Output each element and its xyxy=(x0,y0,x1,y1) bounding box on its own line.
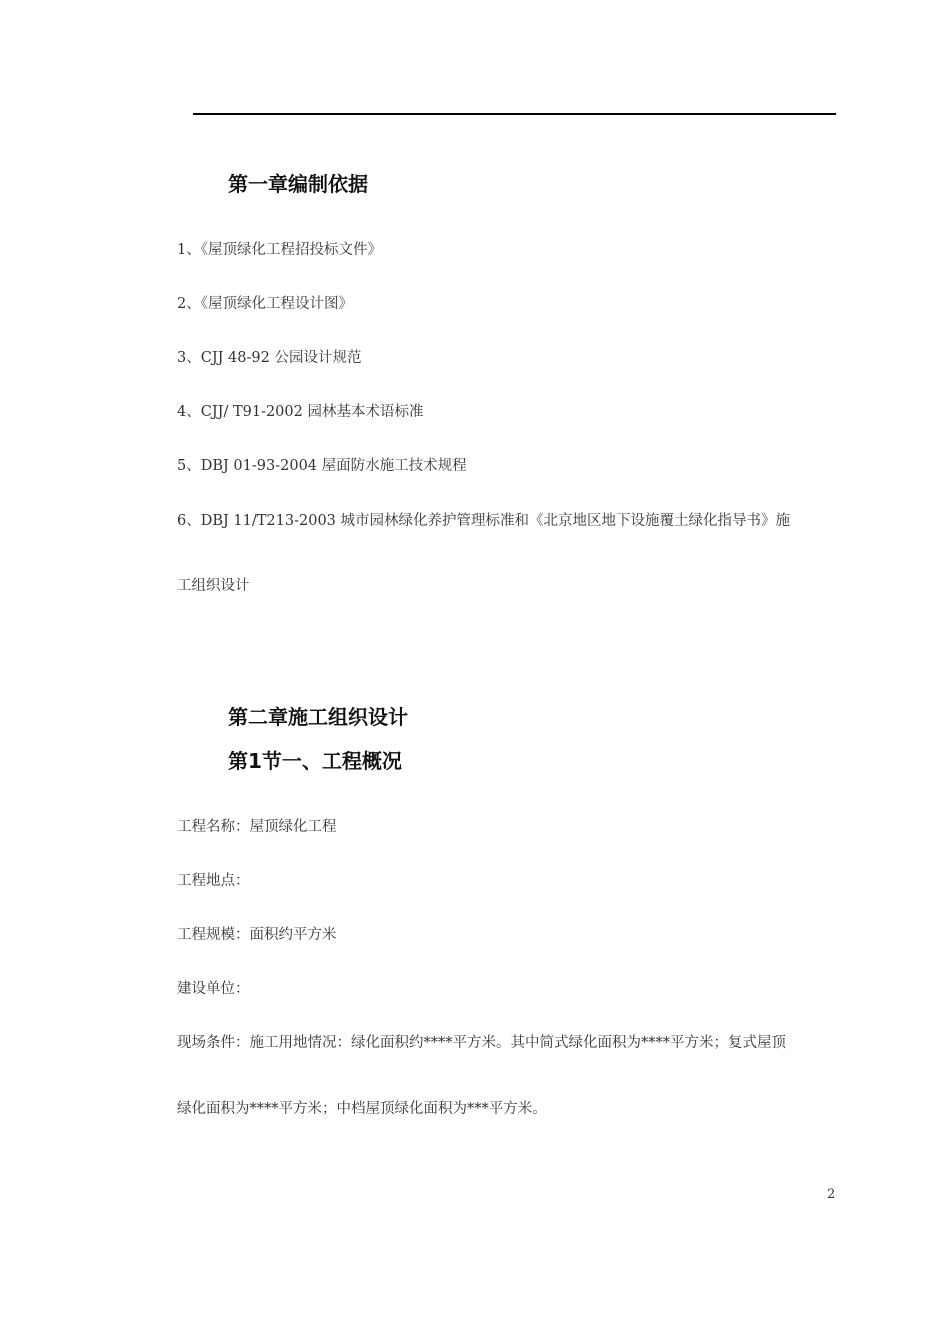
project-scale-field: 工程规模：面积约平方米 xyxy=(177,927,337,943)
page-number: 2 xyxy=(827,1187,836,1202)
reference-item-6-continuation: 工组织设计 xyxy=(177,578,250,594)
chapter1-heading: 第一章编制依据 xyxy=(228,172,368,196)
reference-item-6: 6、DBJ 11/T213-2003 城市园林绿化养护管理标准和《北京地区地下设施覆土绿化指导书》施 xyxy=(177,513,791,529)
reference-item-4: 4、CJJ/ T91-2002 园林基本术语标准 xyxy=(177,404,424,420)
reference-item-5: 5、DBJ 01-93-2004 屋面防水施工技术规程 xyxy=(177,458,467,474)
header-rule xyxy=(193,113,836,115)
project-name-field: 工程名称：屋顶绿化工程 xyxy=(177,819,337,835)
project-location-field: 工程地点： xyxy=(177,873,250,889)
reference-item-1: 1、《屋顶绿化工程招投标文件》 xyxy=(177,242,382,258)
builder-field: 建设单位： xyxy=(177,981,250,997)
site-conditions-line-1: 现场条件：施工用地情况：绿化面积约****平方米。其中简式绿化面积为****平方米；复式屋顶 xyxy=(177,1035,786,1051)
section1-heading: 第1节一、工程概况 xyxy=(228,749,402,773)
site-conditions-line-2: 绿化面积为****平方米；中档屋顶绿化面积为***平方米。 xyxy=(177,1101,547,1117)
reference-item-2: 2、《屋顶绿化工程设计图》 xyxy=(177,296,353,312)
chapter2-heading: 第二章施工组织设计 xyxy=(228,705,408,729)
reference-item-3: 3、CJJ 48-92 公园设计规范 xyxy=(177,350,362,366)
